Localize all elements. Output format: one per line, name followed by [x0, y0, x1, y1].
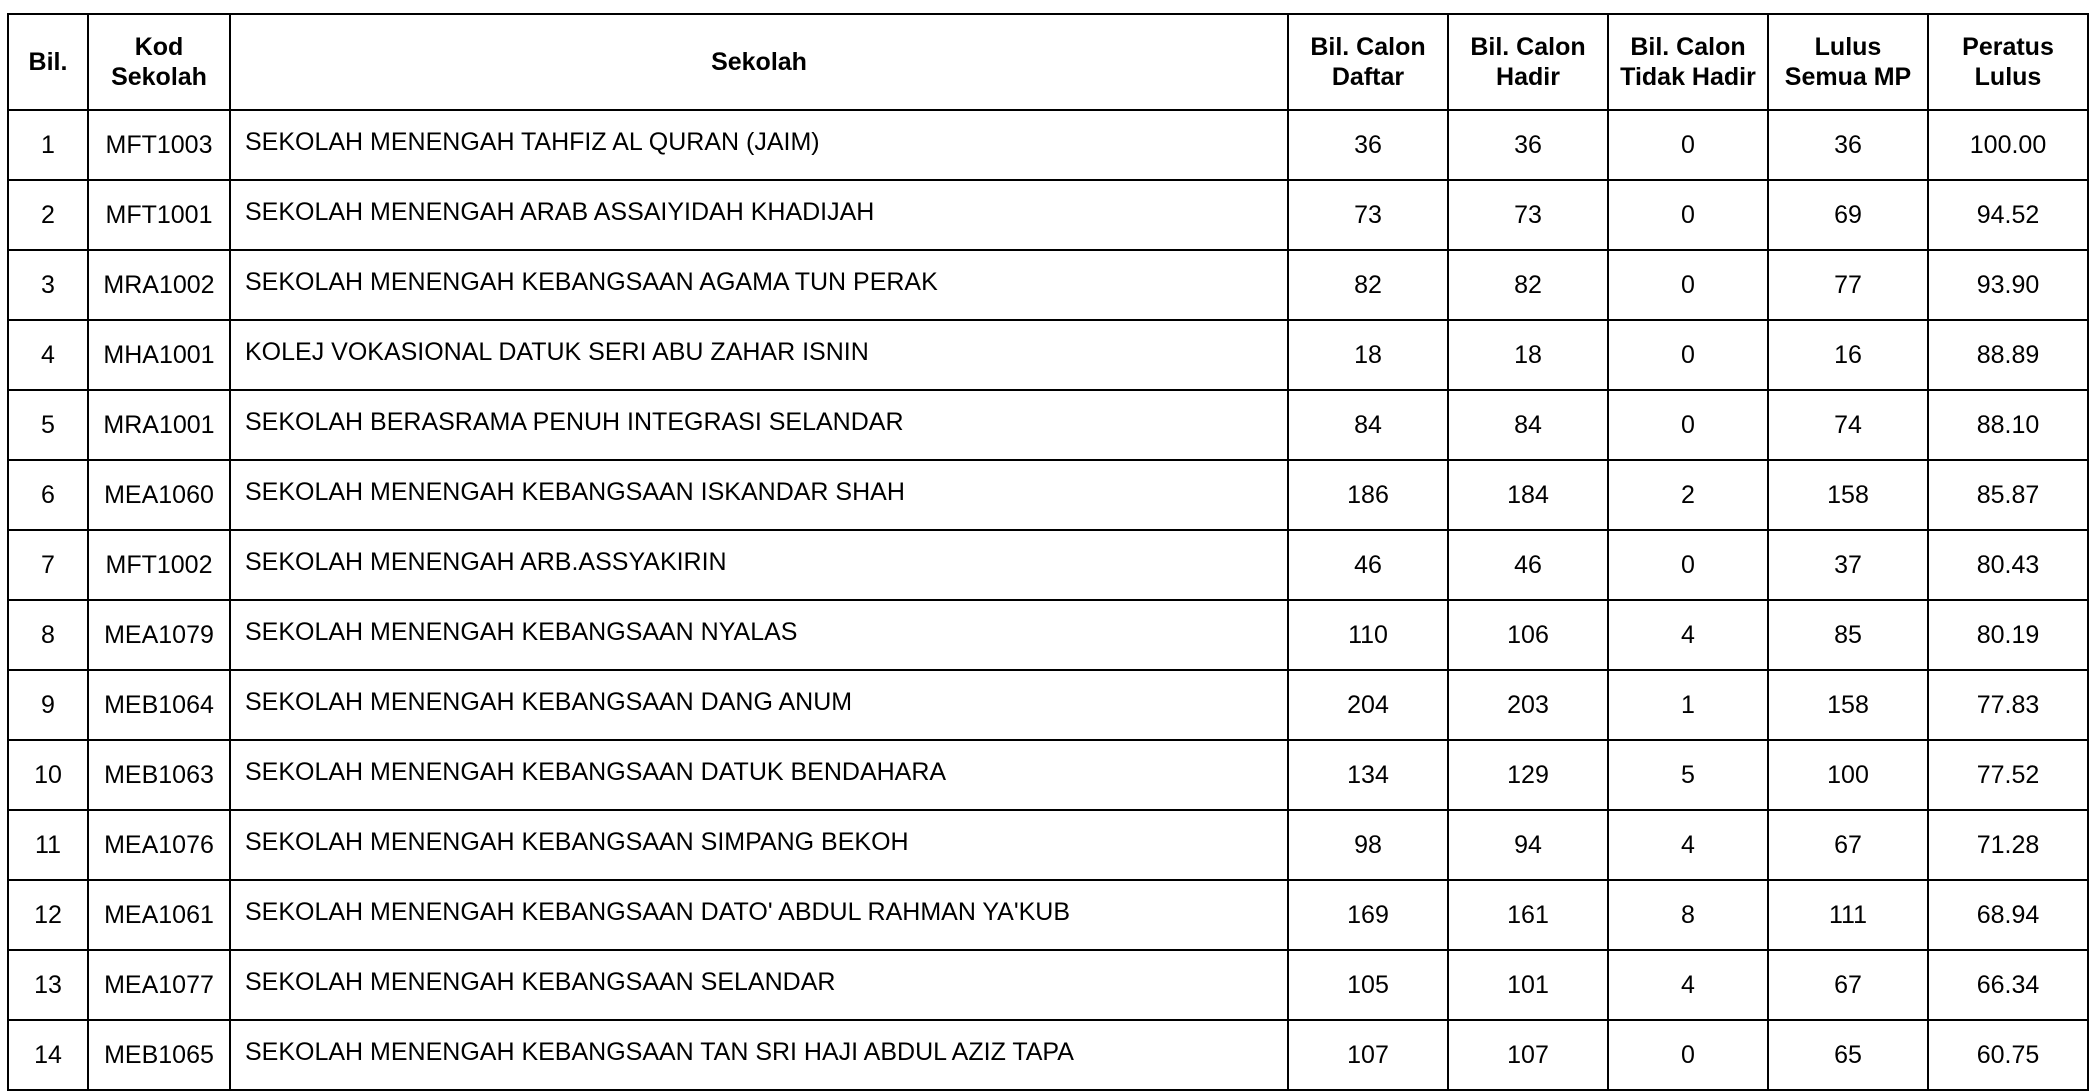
cell-lulus: 100	[1768, 740, 1928, 810]
cell-hadir: 107	[1448, 1020, 1608, 1090]
cell-kod: MEA1076	[88, 810, 230, 880]
cell-peratus: 77.52	[1928, 740, 2088, 810]
cell-bil: 11	[8, 810, 88, 880]
cell-lulus: 74	[1768, 390, 1928, 460]
col-header-calon-daftar: Bil. Calon Daftar	[1288, 14, 1448, 110]
cell-kod: MRA1001	[88, 390, 230, 460]
cell-hadir: 46	[1448, 530, 1608, 600]
col-header-calon-tidak-hadir: Bil. Calon Tidak Hadir	[1608, 14, 1768, 110]
cell-hadir: 84	[1448, 390, 1608, 460]
table-row	[8, 880, 2088, 950]
cell-lulus: 77	[1768, 250, 1928, 320]
results-body	[8, 110, 2088, 1090]
cell-lulus: 37	[1768, 530, 1928, 600]
cell-daftar: 82	[1288, 250, 1448, 320]
table-row	[8, 950, 2088, 1020]
cell-tidak-hadir: 0	[1608, 320, 1768, 390]
cell-hadir: 36	[1448, 110, 1608, 180]
cell-bil: 13	[8, 950, 88, 1020]
cell-bil: 2	[8, 180, 88, 250]
cell-peratus: 100.00	[1928, 110, 2088, 180]
cell-sekolah: SEKOLAH MENENGAH KEBANGSAAN AGAMA TUN PERAK	[230, 250, 1288, 320]
cell-tidak-hadir: 5	[1608, 740, 1768, 810]
cell-bil: 8	[8, 600, 88, 670]
cell-tidak-hadir: 8	[1608, 880, 1768, 950]
cell-daftar: 18	[1288, 320, 1448, 390]
cell-hadir: 82	[1448, 250, 1608, 320]
cell-hadir: 161	[1448, 880, 1608, 950]
cell-lulus: 67	[1768, 950, 1928, 1020]
cell-bil: 6	[8, 460, 88, 530]
header-row	[8, 14, 2088, 110]
cell-tidak-hadir: 0	[1608, 110, 1768, 180]
cell-bil: 3	[8, 250, 88, 320]
cell-kod: MEA1077	[88, 950, 230, 1020]
table-row	[8, 740, 2088, 810]
cell-bil: 5	[8, 390, 88, 460]
table-row	[8, 530, 2088, 600]
cell-peratus: 68.94	[1928, 880, 2088, 950]
cell-hadir: 94	[1448, 810, 1608, 880]
cell-bil: 7	[8, 530, 88, 600]
cell-bil: 9	[8, 670, 88, 740]
cell-sekolah: SEKOLAH MENENGAH KEBANGSAAN DANG ANUM	[230, 670, 1288, 740]
cell-lulus: 65	[1768, 1020, 1928, 1090]
cell-daftar: 107	[1288, 1020, 1448, 1090]
cell-sekolah: SEKOLAH MENENGAH TAHFIZ AL QURAN (JAIM)	[230, 110, 1288, 180]
col-header-calon-hadir: Bil. Calon Hadir	[1448, 14, 1608, 110]
cell-sekolah: SEKOLAH MENENGAH KEBANGSAAN TAN SRI HAJI ABDUL AZIZ TAPA	[230, 1020, 1288, 1090]
cell-tidak-hadir: 0	[1608, 390, 1768, 460]
cell-hadir: 203	[1448, 670, 1608, 740]
cell-tidak-hadir: 4	[1608, 950, 1768, 1020]
cell-lulus: 158	[1768, 670, 1928, 740]
cell-hadir: 73	[1448, 180, 1608, 250]
cell-kod: MEA1079	[88, 600, 230, 670]
table-row	[8, 320, 2088, 390]
cell-tidak-hadir: 0	[1608, 530, 1768, 600]
cell-lulus: 85	[1768, 600, 1928, 670]
cell-daftar: 110	[1288, 600, 1448, 670]
cell-peratus: 80.19	[1928, 600, 2088, 670]
cell-lulus: 111	[1768, 880, 1928, 950]
cell-kod: MRA1002	[88, 250, 230, 320]
cell-bil: 10	[8, 740, 88, 810]
cell-sekolah: SEKOLAH MENENGAH ARAB ASSAIYIDAH KHADIJAH	[230, 180, 1288, 250]
cell-sekolah: SEKOLAH MENENGAH KEBANGSAAN DATO' ABDUL RAHMAN YA'KUB	[230, 880, 1288, 950]
cell-tidak-hadir: 1	[1608, 670, 1768, 740]
col-header-peratus-lulus: Peratus Lulus	[1928, 14, 2088, 110]
cell-daftar: 169	[1288, 880, 1448, 950]
cell-sekolah: SEKOLAH MENENGAH KEBANGSAAN SIMPANG BEKOH	[230, 810, 1288, 880]
cell-daftar: 134	[1288, 740, 1448, 810]
cell-lulus: 16	[1768, 320, 1928, 390]
table-row	[8, 250, 2088, 320]
cell-daftar: 73	[1288, 180, 1448, 250]
cell-sekolah: SEKOLAH BERASRAMA PENUH INTEGRASI SELANDAR	[230, 390, 1288, 460]
cell-kod: MFT1002	[88, 530, 230, 600]
cell-kod: MEA1061	[88, 880, 230, 950]
cell-sekolah: SEKOLAH MENENGAH ARB.ASSYAKIRIN	[230, 530, 1288, 600]
col-header-sekolah: Sekolah	[230, 14, 1288, 110]
table-row	[8, 110, 2088, 180]
cell-peratus: 93.90	[1928, 250, 2088, 320]
cell-hadir: 184	[1448, 460, 1608, 530]
cell-peratus: 88.89	[1928, 320, 2088, 390]
cell-kod: MEA1060	[88, 460, 230, 530]
cell-peratus: 71.28	[1928, 810, 2088, 880]
cell-daftar: 84	[1288, 390, 1448, 460]
table-row	[8, 1020, 2088, 1090]
cell-sekolah: KOLEJ VOKASIONAL DATUK SERI ABU ZAHAR ISNIN	[230, 320, 1288, 390]
cell-kod: MEB1064	[88, 670, 230, 740]
cell-hadir: 129	[1448, 740, 1608, 810]
cell-kod: MHA1001	[88, 320, 230, 390]
cell-kod: MFT1003	[88, 110, 230, 180]
cell-tidak-hadir: 4	[1608, 810, 1768, 880]
table-row	[8, 670, 2088, 740]
cell-lulus: 67	[1768, 810, 1928, 880]
col-header-bil: Bil.	[8, 14, 88, 110]
col-header-lulus-semua-mp: Lulus Semua MP	[1768, 14, 1928, 110]
cell-lulus: 158	[1768, 460, 1928, 530]
cell-hadir: 18	[1448, 320, 1608, 390]
cell-kod: MEB1065	[88, 1020, 230, 1090]
cell-tidak-hadir: 0	[1608, 1020, 1768, 1090]
cell-peratus: 94.52	[1928, 180, 2088, 250]
cell-sekolah: SEKOLAH MENENGAH KEBANGSAAN ISKANDAR SHAH	[230, 460, 1288, 530]
cell-sekolah: SEKOLAH MENENGAH KEBANGSAAN NYALAS	[230, 600, 1288, 670]
table-row	[8, 460, 2088, 530]
cell-daftar: 46	[1288, 530, 1448, 600]
cell-sekolah: SEKOLAH MENENGAH KEBANGSAAN DATUK BENDAHARA	[230, 740, 1288, 810]
cell-bil: 1	[8, 110, 88, 180]
cell-bil: 12	[8, 880, 88, 950]
cell-tidak-hadir: 4	[1608, 600, 1768, 670]
table-row	[8, 390, 2088, 460]
cell-peratus: 85.87	[1928, 460, 2088, 530]
cell-kod: MFT1001	[88, 180, 230, 250]
cell-tidak-hadir: 2	[1608, 460, 1768, 530]
col-header-kod-sekolah: Kod Sekolah	[88, 14, 230, 110]
table-row	[8, 180, 2088, 250]
cell-hadir: 101	[1448, 950, 1608, 1020]
cell-tidak-hadir: 0	[1608, 180, 1768, 250]
cell-kod: MEB1063	[88, 740, 230, 810]
results-table	[7, 13, 2089, 1091]
cell-peratus: 88.10	[1928, 390, 2088, 460]
cell-peratus: 77.83	[1928, 670, 2088, 740]
cell-daftar: 186	[1288, 460, 1448, 530]
cell-hadir: 106	[1448, 600, 1608, 670]
cell-daftar: 204	[1288, 670, 1448, 740]
cell-peratus: 80.43	[1928, 530, 2088, 600]
table-row	[8, 810, 2088, 880]
cell-tidak-hadir: 0	[1608, 250, 1768, 320]
cell-lulus: 69	[1768, 180, 1928, 250]
cell-bil: 4	[8, 320, 88, 390]
cell-sekolah: SEKOLAH MENENGAH KEBANGSAAN SELANDAR	[230, 950, 1288, 1020]
cell-peratus: 60.75	[1928, 1020, 2088, 1090]
cell-peratus: 66.34	[1928, 950, 2088, 1020]
cell-daftar: 36	[1288, 110, 1448, 180]
cell-daftar: 98	[1288, 810, 1448, 880]
cell-bil: 14	[8, 1020, 88, 1090]
cell-lulus: 36	[1768, 110, 1928, 180]
cell-daftar: 105	[1288, 950, 1448, 1020]
table-row	[8, 600, 2088, 670]
